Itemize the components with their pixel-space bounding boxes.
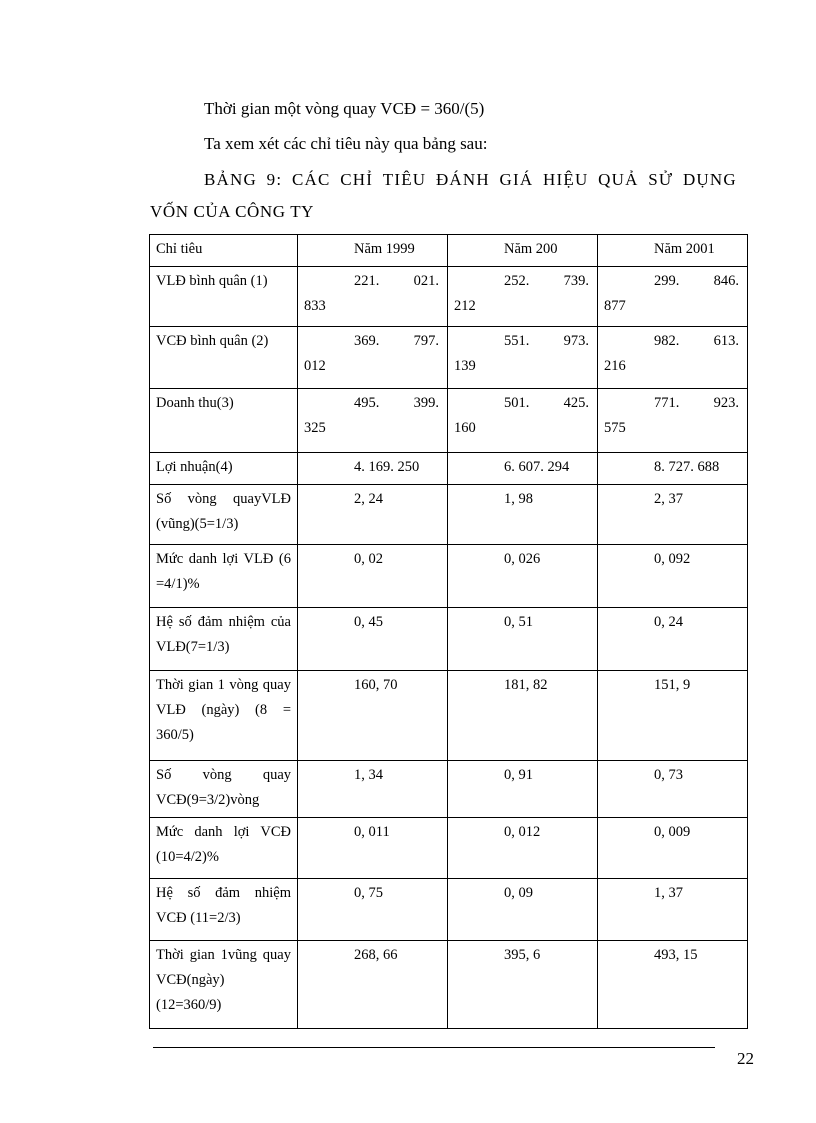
value-part: 369. bbox=[354, 333, 380, 349]
value-line-1 bbox=[304, 269, 439, 294]
value-line-1 bbox=[604, 269, 739, 294]
value-cell bbox=[598, 327, 748, 389]
value-part: 982. bbox=[654, 333, 680, 349]
value-part: 501. bbox=[504, 395, 530, 411]
value-cell: 493, 15 bbox=[598, 941, 748, 1029]
intro-line-1: Thời gian một vòng quay VCĐ = 360/(5) bbox=[204, 99, 485, 118]
value-line-1 bbox=[454, 269, 589, 294]
row-label: Số vòng quayVLĐ (vũng)(5=1/3) bbox=[150, 485, 298, 545]
value-part: 973. bbox=[563, 333, 589, 349]
value-cell bbox=[448, 389, 598, 453]
value-cell: 8. 727. 688 bbox=[598, 453, 748, 485]
row-label: Thời gian 1 vòng quay VLĐ (ngày) (8 = 360/5) bbox=[150, 671, 298, 761]
value-line-2: 325 bbox=[304, 420, 326, 436]
value-cell: 0, 09 bbox=[448, 879, 598, 941]
value-line-1 bbox=[604, 329, 739, 354]
table-row bbox=[150, 545, 748, 608]
header-cell: Chỉ tiêu bbox=[150, 235, 298, 267]
value-cell: 0, 51 bbox=[448, 608, 598, 671]
value-cell: 0, 012 bbox=[448, 818, 598, 879]
title-word: CÁC bbox=[291, 170, 331, 189]
table-row bbox=[150, 671, 748, 761]
value-line-2: 575 bbox=[604, 420, 626, 436]
value-cell: 0, 009 bbox=[598, 818, 748, 879]
footer-rule bbox=[153, 1047, 715, 1048]
value-line-2: 833 bbox=[304, 298, 326, 314]
value-part: 021. bbox=[413, 273, 439, 289]
row-label: VCĐ bình quân (2) bbox=[150, 327, 298, 389]
row-label: Hệ số đảm nhiệm của VLĐ(7=1/3) bbox=[150, 608, 298, 671]
title-word: ĐÁNH bbox=[435, 170, 490, 189]
value-line-1 bbox=[604, 391, 739, 416]
value-line-1 bbox=[454, 391, 589, 416]
value-part: 495. bbox=[354, 395, 380, 411]
table-row bbox=[150, 608, 748, 671]
value-cell: 160, 70 bbox=[298, 671, 448, 761]
table-row bbox=[150, 389, 748, 453]
header-cell: Năm 200 bbox=[448, 235, 598, 267]
table-row bbox=[150, 941, 748, 1029]
value-cell: 4. 169. 250 bbox=[298, 453, 448, 485]
value-cell bbox=[298, 267, 448, 327]
value-line-2: 216 bbox=[604, 358, 626, 374]
value-cell: 268, 66 bbox=[298, 941, 448, 1029]
value-part: 797. bbox=[413, 333, 439, 349]
row-label: Mức danh lợi VLĐ (6 =4/1)% bbox=[150, 545, 298, 608]
value-line-1 bbox=[454, 329, 589, 354]
table-row bbox=[150, 761, 748, 818]
value-part: 771. bbox=[654, 395, 680, 411]
value-cell: 0, 026 bbox=[448, 545, 598, 608]
title-word: SỬ bbox=[648, 170, 674, 189]
value-cell: 0, 91 bbox=[448, 761, 598, 818]
title-word: CHỈ bbox=[340, 170, 374, 189]
table-header-row bbox=[150, 235, 748, 267]
row-label: Số vòng quay VCĐ(9=3/2)vòng bbox=[150, 761, 298, 818]
table-row bbox=[150, 453, 748, 485]
value-cell bbox=[448, 327, 598, 389]
value-part: 551. bbox=[504, 333, 530, 349]
value-line-2: 160 bbox=[454, 420, 476, 436]
row-label: Doanh thu(3) bbox=[150, 389, 298, 453]
value-line-1 bbox=[304, 391, 439, 416]
value-cell: 1, 37 bbox=[598, 879, 748, 941]
table-row bbox=[150, 818, 748, 879]
value-part: 252. bbox=[504, 273, 530, 289]
value-cell: 0, 24 bbox=[598, 608, 748, 671]
indicators-table bbox=[149, 234, 748, 1029]
value-cell: 6. 607. 294 bbox=[448, 453, 598, 485]
value-cell: 2, 24 bbox=[298, 485, 448, 545]
title-word: GIÁ bbox=[499, 170, 534, 189]
value-cell bbox=[298, 327, 448, 389]
title-word: TIÊU bbox=[382, 170, 427, 189]
value-cell: 1, 98 bbox=[448, 485, 598, 545]
value-cell bbox=[598, 389, 748, 453]
row-label: Lợi nhuận(4) bbox=[150, 453, 298, 485]
value-line-2: 012 bbox=[304, 358, 326, 374]
value-cell: 0, 011 bbox=[298, 818, 448, 879]
value-cell bbox=[448, 267, 598, 327]
title-word: 9: bbox=[266, 170, 283, 189]
table-row bbox=[150, 327, 748, 389]
value-part: 613. bbox=[713, 333, 739, 349]
table-row bbox=[150, 485, 748, 545]
value-cell: 0, 02 bbox=[298, 545, 448, 608]
table-title-line-2: VỐN CỦA CÔNG TY bbox=[150, 202, 315, 221]
row-label: VLĐ bình quân (1) bbox=[150, 267, 298, 327]
value-part: 846. bbox=[713, 273, 739, 289]
value-line-2: 139 bbox=[454, 358, 476, 374]
value-cell: 0, 75 bbox=[298, 879, 448, 941]
value-cell: 0, 092 bbox=[598, 545, 748, 608]
table-row bbox=[150, 267, 748, 327]
header-cell: Năm 2001 bbox=[598, 235, 748, 267]
value-cell: 2, 37 bbox=[598, 485, 748, 545]
value-cell bbox=[598, 267, 748, 327]
title-word: BẢNG bbox=[204, 170, 257, 189]
value-cell bbox=[298, 389, 448, 453]
value-line-2: 212 bbox=[454, 298, 476, 314]
value-part: 399. bbox=[413, 395, 439, 411]
value-cell: 1, 34 bbox=[298, 761, 448, 818]
value-part: 739. bbox=[563, 273, 589, 289]
value-part: 221. bbox=[354, 273, 380, 289]
title-word: HIỆU bbox=[543, 170, 589, 189]
title-word: DỤNG bbox=[682, 170, 737, 189]
value-line-2: 877 bbox=[604, 298, 626, 314]
table-title-line-1 bbox=[204, 169, 737, 191]
header-cell: Năm 1999 bbox=[298, 235, 448, 267]
row-label: Thời gian 1vũng quay VCĐ(ngày) (12=360/9) bbox=[150, 941, 298, 1029]
value-cell: 181, 82 bbox=[448, 671, 598, 761]
value-cell: 151, 9 bbox=[598, 671, 748, 761]
table-row bbox=[150, 879, 748, 941]
value-part: 425. bbox=[563, 395, 589, 411]
value-cell: 0, 45 bbox=[298, 608, 448, 671]
row-label: Mức danh lợi VCĐ (10=4/2)% bbox=[150, 818, 298, 879]
intro-line-2: Ta xem xét các chỉ tiêu này qua bảng sau: bbox=[204, 134, 488, 153]
value-cell: 395, 6 bbox=[448, 941, 598, 1029]
title-word: QUẢ bbox=[598, 170, 639, 189]
page-number: 22 bbox=[737, 1049, 754, 1068]
value-part: 923. bbox=[713, 395, 739, 411]
value-part: 299. bbox=[654, 273, 680, 289]
row-label: Hệ số đảm nhiệm VCĐ (11=2/3) bbox=[150, 879, 298, 941]
value-line-1 bbox=[304, 329, 439, 354]
value-cell: 0, 73 bbox=[598, 761, 748, 818]
